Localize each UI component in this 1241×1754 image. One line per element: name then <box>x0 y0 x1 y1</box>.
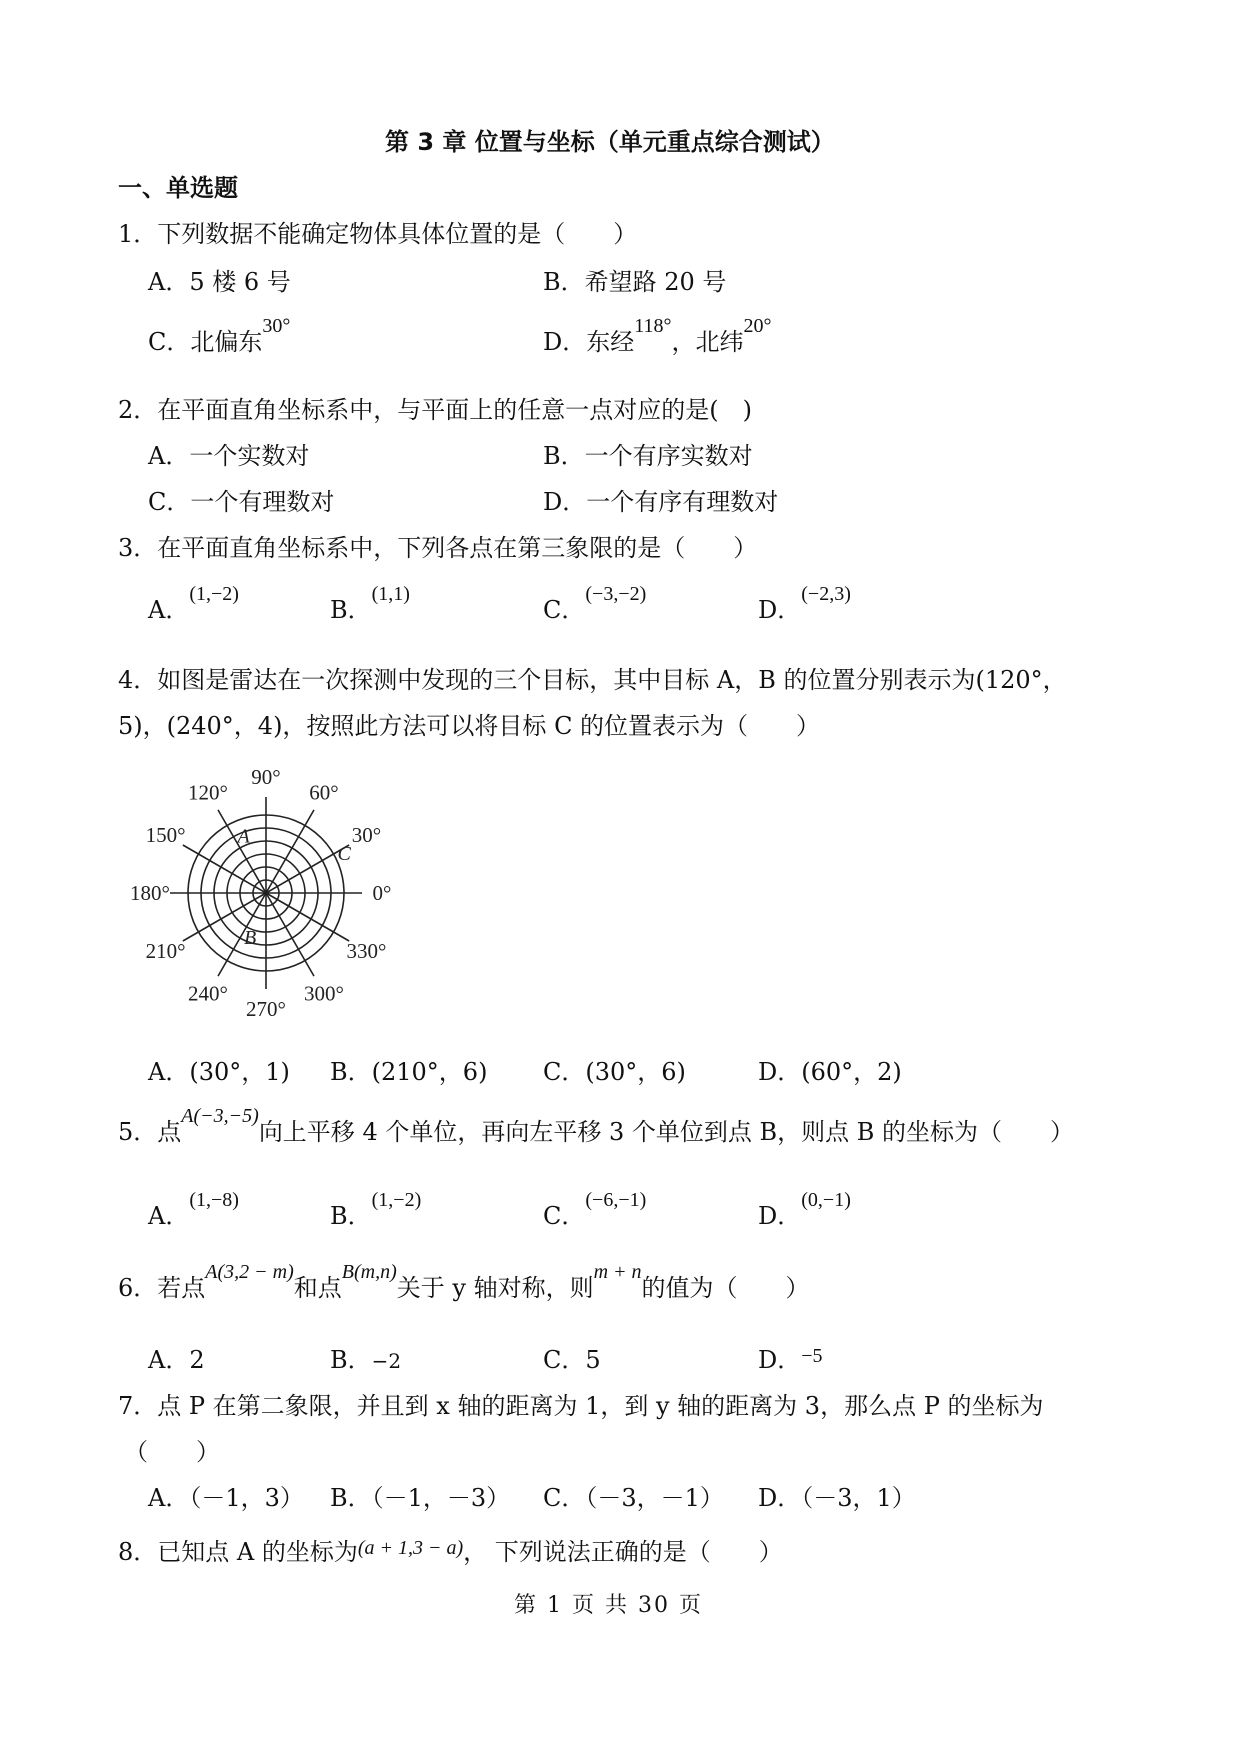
radar-angle-label: 330° <box>346 939 387 963</box>
q6-option-b <box>330 1340 401 1375</box>
q6-stem-mid1: 和点 <box>293 1274 342 1302</box>
q5-option-a-letter: A． <box>148 1202 190 1230</box>
radar-diagram <box>100 750 440 1040</box>
q6-stem-mid2: 关于 y 轴对称，则 <box>396 1274 594 1302</box>
question-3-stem: 3．在平面直角坐标系中，下列各点在第三象限的是（ ） <box>118 534 758 562</box>
q5-option-c-letter: C． <box>543 1202 586 1230</box>
radar-spoke <box>266 893 314 976</box>
radar-target-b: B <box>244 927 257 950</box>
q5-option-b-letter: B． <box>330 1202 372 1230</box>
q4-option-d: D．(60°，2) <box>758 1058 902 1086</box>
q7-option-c: C．（－3，－1） <box>543 1484 724 1512</box>
q3-option-d-letter: D． <box>758 596 802 624</box>
radar-spoke <box>218 893 266 976</box>
q1-option-d-text2: ，北纬 <box>671 328 744 356</box>
q5-option-d <box>758 1189 851 1231</box>
radar-angle-label: 90° <box>251 765 281 789</box>
q3-option-a <box>148 583 239 625</box>
question-2-stem: 2．在平面直角坐标系中，与平面上的任意一点对应的是( ) <box>118 396 752 424</box>
question-7-stem-line1: 7．点 P 在第二象限，并且到 x 轴的距离为 1，到 y 轴的距离为 3，那么点 P 的坐标为 <box>118 1392 1044 1420</box>
q1-option-c <box>148 315 291 357</box>
q5-stem-post: 向上平移 4 个单位，再向左平移 3 个单位到点 B，则点 B 的坐标为（ ） <box>258 1118 1075 1146</box>
question-1-stem: 1．下列数据不能确定物体具体位置的是（ ） <box>118 220 638 248</box>
q3-option-a-point: (1,−2) <box>189 583 239 605</box>
q6-stem-pre: 6．若点 <box>118 1274 206 1302</box>
q7-option-b: B．（－1，－3） <box>330 1484 511 1512</box>
q6-option-d <box>758 1340 823 1375</box>
q2-option-c: C．一个有理数对 <box>148 488 335 516</box>
q5-option-d-point: (0,−1) <box>801 1189 851 1211</box>
q5-point-a: A(−3,−5) <box>181 1105 259 1127</box>
radar-angle-label: 60° <box>309 780 339 805</box>
q6-option-c: C．5 <box>543 1346 601 1374</box>
radar-spokes <box>170 797 362 989</box>
q4-option-b: B．(210°，6) <box>330 1058 488 1086</box>
q1-option-c-text: C．北偏东 <box>148 328 263 356</box>
q3-option-b <box>330 583 410 625</box>
q1-option-b: B．希望路 20 号 <box>543 268 727 296</box>
q3-option-d <box>758 583 851 625</box>
q1-option-d <box>543 315 772 357</box>
q6-option-b-letter: B． <box>330 1346 372 1374</box>
radar-angle-label: 0° <box>372 881 392 905</box>
q6-option-d-letter: D． <box>758 1346 802 1374</box>
q4-option-a: A．(30°，1) <box>148 1058 290 1086</box>
q8-stem-post: ， 下列说法正确的是（ ） <box>463 1538 783 1566</box>
q1-option-d-latitude: 20° <box>743 315 772 337</box>
q5-stem-pre: 5．点 <box>118 1118 182 1146</box>
radar-angle-label: 180° <box>130 881 170 905</box>
question-7-stem-line2: （ ） <box>124 1438 220 1466</box>
q3-option-c-letter: C． <box>543 596 586 624</box>
radar-spoke <box>183 845 266 893</box>
q6-expression: m + n <box>593 1261 642 1283</box>
q5-option-a <box>148 1189 239 1231</box>
radar-target-a: A <box>237 825 250 848</box>
q6-point-a: A(3,2 − m) <box>205 1261 294 1283</box>
radar-angle-label: 150° <box>145 823 186 847</box>
radar-angle-label: 210° <box>145 939 186 963</box>
q2-option-a: A．一个实数对 <box>148 442 310 470</box>
q2-option-d: D．一个有序有理数对 <box>543 488 779 516</box>
radar-angle-label: 30° <box>351 823 382 847</box>
q3-option-c-point: (−3,−2) <box>585 583 647 605</box>
radar-angle-label: 240° <box>188 981 228 1006</box>
radar-target-c: C <box>337 843 351 865</box>
q8-point-a: (a + 1,3 − a) <box>357 1537 464 1559</box>
q1-option-a: A．5 楼 6 号 <box>148 268 291 296</box>
q6-stem-post: 的值为（ ） <box>641 1274 810 1302</box>
page-title: 第 3 章 位置与坐标（单元重点综合测试） <box>385 128 835 156</box>
radar-angle-label: 270° <box>246 997 286 1021</box>
q3-option-d-point: (−2,3) <box>801 583 851 605</box>
q7-option-a: A．（－1，3） <box>148 1484 304 1512</box>
page-footer: 第 1 页 共 30 页 <box>514 1593 703 1618</box>
q7-option-d: D．（－3，1） <box>758 1484 916 1512</box>
q6-option-d-value: −5 <box>801 1345 823 1367</box>
q3-option-b-letter: B． <box>330 596 372 624</box>
q1-option-c-angle: 30° <box>262 315 291 337</box>
section-heading: 一、单选题 <box>118 174 238 202</box>
q5-option-c-point: (−6,−1) <box>585 1189 647 1211</box>
q6-option-a: A．2 <box>148 1346 205 1374</box>
q8-stem-pre: 8．已知点 A 的坐标为 <box>118 1538 358 1566</box>
q1-option-d-text1: D．东经 <box>543 328 635 356</box>
question-8-stem <box>118 1532 783 1567</box>
q6-point-b: B(m,n) <box>341 1261 397 1283</box>
q5-option-c <box>543 1189 647 1231</box>
q3-option-c <box>543 583 647 625</box>
q5-option-d-letter: D． <box>758 1202 802 1230</box>
q5-option-a-point: (1,−8) <box>189 1189 239 1211</box>
question-5-stem <box>118 1105 1075 1147</box>
q6-option-b-value: −2 <box>371 1349 402 1373</box>
radar-spoke <box>266 893 349 941</box>
question-6-stem <box>118 1261 810 1303</box>
question-4-stem-line2: 5)，(240°，4)，按照此方法可以将目标 C 的位置表示为（ ） <box>118 712 821 740</box>
q3-option-a-letter: A． <box>148 596 190 624</box>
q4-option-c: C．(30°，6) <box>543 1058 686 1086</box>
radar-angle-label: 120° <box>188 780 228 805</box>
radar-spoke <box>218 810 266 893</box>
q5-option-b-point: (1,−2) <box>371 1189 422 1211</box>
q5-option-b <box>330 1189 422 1231</box>
q2-option-b: B．一个有序实数对 <box>543 442 753 470</box>
q1-option-d-longitude: 118° <box>634 315 672 337</box>
q3-option-b-point: (1,1) <box>371 583 410 605</box>
radar-angle-label: 300° <box>304 981 344 1006</box>
radar-spoke <box>266 810 314 893</box>
question-4-stem-line1: 4．如图是雷达在一次探测中发现的三个目标，其中目标 A，B 的位置分别表示为(120°， <box>118 666 1067 694</box>
